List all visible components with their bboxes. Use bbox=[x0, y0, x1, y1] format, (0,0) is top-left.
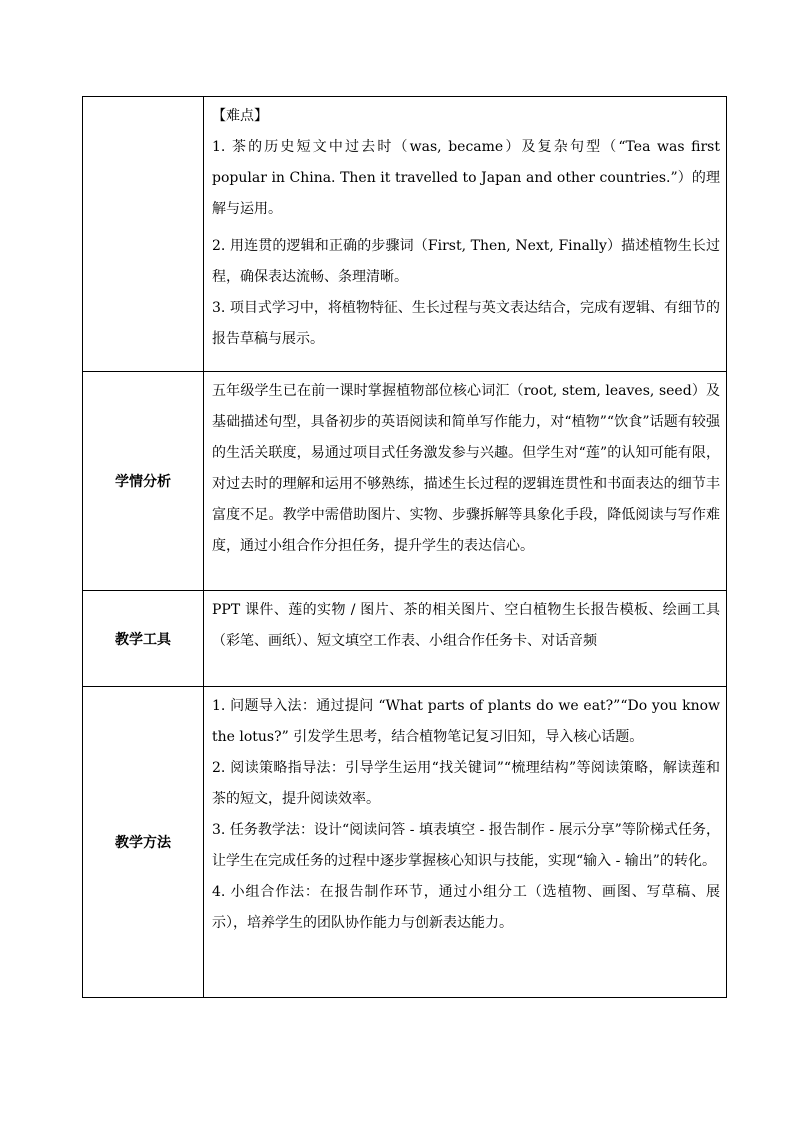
teaching-tools-label: 教学工具 bbox=[83, 591, 204, 687]
difficulty-row bbox=[83, 97, 727, 372]
difficulty-item-2: 2. 用连贯的逻辑和正确的步骤词（First, Then, Next, Finally）描述植物生长过程，确保表达流畅、条理清晰。 bbox=[212, 238, 720, 285]
teaching-methods-row bbox=[83, 687, 727, 998]
teaching-methods-item-3: 3. 任务教学法：设计“阅读问答 - 填表填空 - 报告制作 - 展示分享”等阶梯式任务，让学生在完成任务的过程中逐步掌握核心知识与技能，实现“输入 - 输出”的转化。 bbox=[212, 822, 720, 869]
teaching-tools-content-cell bbox=[204, 591, 727, 687]
difficulty-heading: 【难点】 bbox=[212, 108, 268, 124]
teaching-methods-item-4: 4. 小组合作法：在报告制作环节，通过小组分工（选植物、画图、写草稿、展示），培养学生的团队协作能力与创新表达能力。 bbox=[212, 884, 720, 931]
teaching-methods-content-cell bbox=[204, 687, 727, 998]
teaching-methods-item-2: 2. 阅读策略指导法：引导学生运用“找关键词”“梳理结构”等阅读策略，解读莲和茶的短文，提升阅读效率。 bbox=[212, 760, 720, 807]
difficulty-label-cell bbox=[83, 97, 204, 372]
lesson-plan-table bbox=[82, 96, 727, 998]
teaching-tools-row bbox=[83, 591, 727, 687]
learner-analysis-text: 五年级学生已在前一课时掌握植物部位核心词汇（root, stem, leaves, seed）及基础描述句型，具备初步的英语阅读和简单写作能力，对“植物”“饮食”话题有较强的生活关联度，易通过项目式任务激发参与兴趣。但学生对“莲”的认知可能有限，对过去时的理解和运用不够熟练，描述生长过程的逻辑连贯性和书面表达的细节丰富度不足。教学中需借助图片、实物、步骤拆解等具象化手段，降低阅读与写作难度，通过小组合作分担任务，提升学生的表达信心。 bbox=[212, 383, 720, 554]
difficulty-content-cell bbox=[204, 97, 727, 372]
difficulty-item-1: 1. 茶的历史短文中过去时（was, became）及复杂句型（“Tea was first popular in China. Then it travelled to Japan and other countries.”）的理解与运用。 bbox=[212, 139, 720, 217]
learner-analysis-content-cell bbox=[204, 372, 727, 591]
teaching-methods-item-1: 1. 问题导入法：通过提问 “What parts of plants do we eat?”“Do you know the lotus?” 引发学生思考，结合植物笔记复习旧知，导入核心话题。 bbox=[212, 698, 720, 745]
learner-analysis-row bbox=[83, 372, 727, 591]
teaching-methods-label: 教学方法 bbox=[83, 687, 204, 998]
difficulty-item-3: 3. 项目式学习中，将植物特征、生长过程与英文表达结合，完成有逻辑、有细节的报告草稿与展示。 bbox=[212, 300, 720, 347]
learner-analysis-label: 学情分析 bbox=[83, 372, 204, 591]
teaching-tools-text: PPT 课件、莲的实物 / 图片、茶的相关图片、空白植物生长报告模板、绘画工具（彩笔、画纸）、短文填空工作表、小组合作任务卡、对话音频 bbox=[212, 602, 720, 649]
